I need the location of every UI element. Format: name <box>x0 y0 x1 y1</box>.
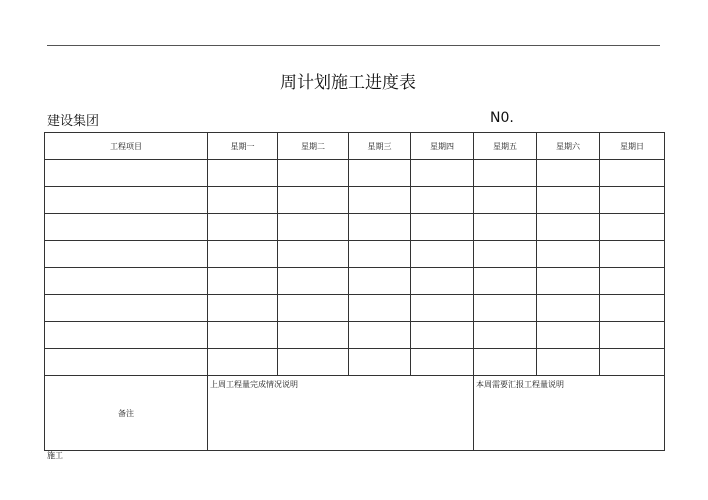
table-cell[interactable] <box>474 322 537 349</box>
table-cell[interactable] <box>208 241 278 268</box>
table-cell[interactable] <box>411 322 474 349</box>
table-cell[interactable] <box>349 295 411 322</box>
page-title: 周计划施工进度表 <box>280 73 416 93</box>
table-cell[interactable] <box>349 187 411 214</box>
table-cell[interactable] <box>600 214 665 241</box>
table-cell[interactable] <box>278 214 349 241</box>
table-cell[interactable] <box>474 295 537 322</box>
table-cell[interactable] <box>45 295 208 322</box>
table-cell[interactable] <box>208 268 278 295</box>
table-cell[interactable] <box>411 160 474 187</box>
table-cell[interactable] <box>411 349 474 376</box>
table-cell[interactable] <box>208 160 278 187</box>
remarks-row <box>45 376 665 451</box>
table-cell[interactable] <box>278 349 349 376</box>
table-cell[interactable] <box>474 241 537 268</box>
table-cell[interactable] <box>349 241 411 268</box>
table-cell[interactable] <box>537 160 600 187</box>
table-row <box>45 295 665 322</box>
table-cell[interactable] <box>537 214 600 241</box>
table-row <box>45 268 665 295</box>
table-cell[interactable] <box>474 187 537 214</box>
table-cell[interactable] <box>600 268 665 295</box>
header-row <box>45 133 665 160</box>
table-cell[interactable] <box>474 268 537 295</box>
table-cell[interactable] <box>537 187 600 214</box>
header-thu: 星期四 <box>411 133 474 160</box>
table-cell[interactable] <box>600 295 665 322</box>
table-cell[interactable] <box>45 322 208 349</box>
header-project: 工程项目 <box>45 133 208 160</box>
table-cell[interactable] <box>537 349 600 376</box>
table-cell[interactable] <box>45 349 208 376</box>
header-wed: 星期三 <box>349 133 411 160</box>
remarks-label: 备注 <box>45 376 208 451</box>
header-fri: 星期五 <box>474 133 537 160</box>
header-sun: 星期日 <box>600 133 665 160</box>
schedule-table <box>44 132 665 451</box>
table-cell[interactable] <box>278 295 349 322</box>
table-cell[interactable] <box>600 349 665 376</box>
table-cell[interactable] <box>411 268 474 295</box>
company-name: 建设集团 <box>47 114 100 129</box>
table-cell[interactable] <box>208 322 278 349</box>
header-mon: 星期一 <box>208 133 278 160</box>
table-cell[interactable] <box>278 268 349 295</box>
table-cell[interactable] <box>600 160 665 187</box>
table-cell[interactable] <box>45 187 208 214</box>
table-cell[interactable] <box>208 187 278 214</box>
table-cell[interactable] <box>411 187 474 214</box>
table-cell[interactable] <box>474 214 537 241</box>
table-cell[interactable] <box>411 214 474 241</box>
table-cell[interactable] <box>537 268 600 295</box>
table-cell[interactable] <box>474 160 537 187</box>
table-cell[interactable] <box>45 241 208 268</box>
header-tue: 星期二 <box>278 133 349 160</box>
table-cell[interactable] <box>537 295 600 322</box>
table-cell[interactable] <box>349 349 411 376</box>
header-sat: 星期六 <box>537 133 600 160</box>
last-week-note[interactable]: 上周工程量完成情况说明 <box>208 376 474 451</box>
table-cell[interactable] <box>45 160 208 187</box>
table-cell[interactable] <box>278 322 349 349</box>
table-row <box>45 214 665 241</box>
table-cell[interactable] <box>278 187 349 214</box>
table-row <box>45 349 665 376</box>
table-cell[interactable] <box>45 268 208 295</box>
table-cell[interactable] <box>537 241 600 268</box>
table-cell[interactable] <box>45 214 208 241</box>
table-cell[interactable] <box>411 241 474 268</box>
table-cell[interactable] <box>278 160 349 187</box>
number-label: N0. <box>490 110 514 126</box>
table-cell[interactable] <box>411 295 474 322</box>
table-cell[interactable] <box>537 322 600 349</box>
table-cell[interactable] <box>349 160 411 187</box>
table-row <box>45 160 665 187</box>
table-row <box>45 241 665 268</box>
table-cell[interactable] <box>600 322 665 349</box>
top-rule <box>47 45 660 46</box>
table-cell[interactable] <box>208 349 278 376</box>
table-cell[interactable] <box>208 214 278 241</box>
table-cell[interactable] <box>474 349 537 376</box>
table-cell[interactable] <box>600 241 665 268</box>
table-cell[interactable] <box>600 187 665 214</box>
table-row <box>45 187 665 214</box>
this-week-note[interactable]: 本周需要汇报工程量说明 <box>474 376 665 451</box>
footer-text: 施工 <box>47 451 63 460</box>
table-cell[interactable] <box>349 214 411 241</box>
table-cell[interactable] <box>208 295 278 322</box>
table-cell[interactable] <box>349 322 411 349</box>
table-cell[interactable] <box>349 268 411 295</box>
table-row <box>45 322 665 349</box>
table-cell[interactable] <box>278 241 349 268</box>
